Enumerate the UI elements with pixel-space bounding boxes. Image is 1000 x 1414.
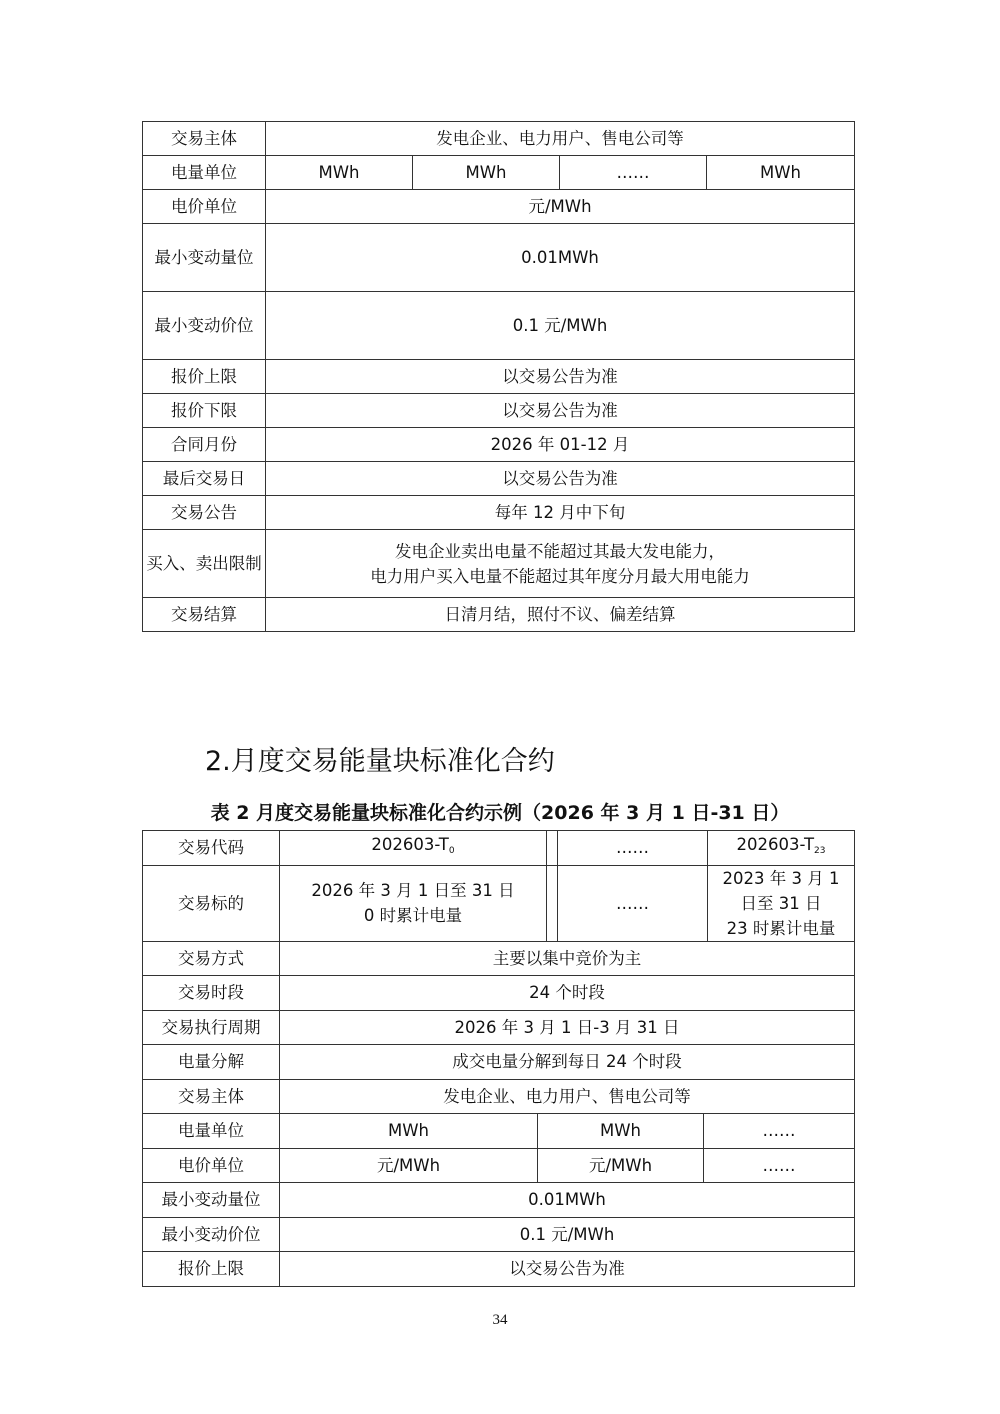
row-value: 0.01MWh: [280, 1183, 855, 1218]
row-label: 电量分解: [143, 1045, 280, 1080]
row-value: 每年 12 月中下旬: [266, 496, 855, 530]
row-label: 最小变动价位: [143, 1217, 280, 1252]
page-number: 34: [492, 1312, 508, 1328]
table-row: [143, 428, 855, 462]
table-row: [143, 530, 855, 598]
row-label: 交易标的: [143, 865, 280, 941]
row-value: 元/MWh: [538, 1148, 704, 1183]
row-value: MWh: [413, 156, 560, 190]
spacer-cell: [547, 831, 558, 866]
table-row: [143, 462, 855, 496]
row-value: 主要以集中竞价为主: [280, 941, 855, 976]
row-label: 电量单位: [143, 1114, 280, 1149]
row-label: 交易公告: [143, 496, 266, 530]
table-row: [143, 831, 855, 866]
table-row: [143, 122, 855, 156]
table-row: [143, 1217, 855, 1252]
row-label: 电价单位: [143, 1148, 280, 1183]
row-value: 日清月结，照付不议、偏差结算: [266, 598, 855, 632]
table-caption: 表 2 月度交易能量块标准化合约示例（2026 年 3 月 1 日-31 日）: [210, 802, 790, 824]
row-value: 0.01MWh: [266, 224, 855, 292]
table-row: [143, 292, 855, 360]
section-title: 2.月度交易能量块标准化合约: [205, 746, 555, 777]
row-value: 2026 年 01-12 月: [266, 428, 855, 462]
trading-target-ellipsis: ……: [558, 865, 708, 941]
row-value: 以交易公告为准: [266, 360, 855, 394]
table-row: [143, 865, 855, 941]
row-label: 电价单位: [143, 190, 266, 224]
spacer-cell: [547, 865, 558, 941]
row-value: 发电企业、电力用户、售电公司等: [266, 122, 855, 156]
row-value: ……: [704, 1148, 855, 1183]
code-base: 202603-T: [736, 834, 815, 854]
table-row: [143, 394, 855, 428]
table-row: [143, 360, 855, 394]
row-value: ……: [704, 1114, 855, 1149]
row-label: 最小变动量位: [143, 224, 266, 292]
row-value: 2026 年 3 月 1 日-3 月 31 日: [280, 1010, 855, 1045]
row-value: 以交易公告为准: [266, 462, 855, 496]
target-line-1: 2023 年 3 月 1 日至 31 日: [722, 868, 840, 913]
row-value: 24 个时段: [280, 976, 855, 1011]
contract-spec-table-1: [142, 121, 855, 632]
row-value: MWh: [266, 156, 413, 190]
row-label: 交易方式: [143, 941, 280, 976]
row-label: 交易结算: [143, 598, 266, 632]
limit-line-1: 发电企业卖出电量不能超过其最大发电能力，: [395, 541, 725, 561]
row-value: 发电企业、电力用户、售电公司等: [280, 1079, 855, 1114]
table-row: [143, 156, 855, 190]
row-value: 0.1 元/MWh: [280, 1217, 855, 1252]
row-label: 交易主体: [143, 122, 266, 156]
row-value: MWh: [280, 1114, 538, 1149]
trading-target-first: [280, 865, 547, 941]
table-row: [143, 496, 855, 530]
target-line-2: 0 时累计电量: [363, 906, 463, 925]
row-label: 交易执行周期: [143, 1010, 280, 1045]
target-line-1: 2026 年 3 月 1 日至 31 日: [311, 881, 515, 900]
code-subscript: 23: [814, 845, 826, 856]
row-label: 交易时段: [143, 976, 280, 1011]
row-value: [266, 530, 855, 598]
row-value: 以交易公告为准: [266, 394, 855, 428]
code-base: 202603-T: [371, 834, 449, 854]
row-label: 最小变动量位: [143, 1183, 280, 1218]
row-label: 报价上限: [143, 1252, 280, 1287]
table-row: [143, 1148, 855, 1183]
contract-spec-table-2: [142, 830, 855, 1287]
target-line-2: 23 时累计电量: [726, 918, 836, 938]
table-row: [143, 941, 855, 976]
table-row: [143, 1114, 855, 1149]
row-label: 电量单位: [143, 156, 266, 190]
row-label: 最小变动价位: [143, 292, 266, 360]
limit-line-2: 电力用户买入电量不能超过其年度分月最大用电能力: [370, 566, 750, 586]
row-value: 0.1 元/MWh: [266, 292, 855, 360]
row-value: 成交电量分解到每日 24 个时段: [280, 1045, 855, 1080]
row-label: 最后交易日: [143, 462, 266, 496]
table-row: [143, 1183, 855, 1218]
row-label: 报价下限: [143, 394, 266, 428]
row-value: 元/MWh: [280, 1148, 538, 1183]
trading-code-last: [708, 831, 855, 866]
table-row: [143, 1079, 855, 1114]
table-row: [143, 1010, 855, 1045]
row-label: 报价上限: [143, 360, 266, 394]
table-row: [143, 190, 855, 224]
table-row: [143, 224, 855, 292]
table-row: [143, 1252, 855, 1287]
trading-code-ellipsis: ……: [558, 831, 708, 866]
row-value: 以交易公告为准: [280, 1252, 855, 1287]
table-row: [143, 598, 855, 632]
row-value: 元/MWh: [266, 190, 855, 224]
table-row: [143, 1045, 855, 1080]
row-value: MWh: [538, 1114, 704, 1149]
row-label: 交易主体: [143, 1079, 280, 1114]
table-row: [143, 976, 855, 1011]
code-subscript: 0: [448, 845, 455, 856]
trading-target-last: [708, 865, 855, 941]
row-label: 买入、卖出限制: [143, 530, 266, 598]
trading-code-first: [280, 831, 547, 866]
row-label: 合同月份: [143, 428, 266, 462]
row-value: ……: [560, 156, 707, 190]
row-value: MWh: [707, 156, 855, 190]
row-label: 交易代码: [143, 831, 280, 866]
